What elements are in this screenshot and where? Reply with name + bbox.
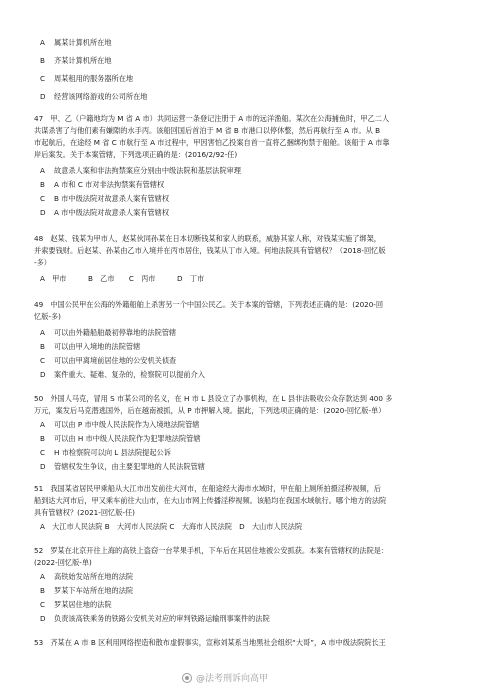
q47-option-c: C B 市中级法院对故意杀人案有管辖权 bbox=[40, 194, 170, 203]
q52-stem-line: (2022-回忆版-单) bbox=[34, 558, 92, 567]
q47-option-a: A 故意杀人案和非法拘禁案应分别由中级法院和基层法院审理 bbox=[40, 166, 241, 175]
weibo-icon bbox=[182, 673, 192, 683]
q52-option-a: A 高铁始发站所在地的法院 bbox=[40, 572, 134, 581]
q48-stem-line: -多） bbox=[34, 258, 51, 267]
q50-stem-line: 50 外国人马克，冒用 S 市某公司的名义，在 H 市 L 县设立了办事机构，在 L 县非法吸收公众存款达到 400 多 bbox=[34, 394, 393, 403]
q50-stem-line: 万元，案发后马克潜逃国外，后在越南被抓，从 P 市押解入境。据此，下列选项正确的是：(2020-回忆版-单） bbox=[34, 406, 386, 415]
q47-stem-line: 市起航后，在途经 M 省 C 市航行至 A 市过程中，甲因害怕乙投案自首一直将乙捆绑拘禁于船舱。该船于 A 市靠 bbox=[34, 138, 390, 147]
q47-stem-line: 共谋杀害了与他们素有嫌隙的水手丙。该船回国后首泊于 M 省 B 市港口以停休整，然后再航行至 A 市。从 B bbox=[34, 126, 381, 135]
q49-option-a: A 可以由外籍船舶最初停靠地的法院管辖 bbox=[40, 328, 177, 337]
q46-option-c: C 周某租用的服务器所在地 bbox=[40, 74, 134, 83]
q48-options: A 甲市 B 乙市 C 丙市 D 丁市 bbox=[40, 274, 205, 283]
q48-stem-line: 48 赵某、钱某为甲市人，赵某伙同孙某在日本切断钱某和家人的联系，威胁其家人称，对钱某实施了绑架， bbox=[34, 234, 381, 243]
q50-option-c: C H 市检察院可以向 L 县法院提起公诉 bbox=[40, 448, 171, 457]
q52-option-d: D 负责该高铁乘务的铁路公安机关对应的审判铁路运输刑事案件的法院 bbox=[40, 614, 270, 623]
q50-option-a: A 可以由 P 市中级人民法院作为入境地法院管辖 bbox=[40, 420, 200, 429]
q49-option-c: C 可以由甲离境前居住地的公安机关侦查 bbox=[40, 356, 177, 365]
q50-option-b: B 可以由 H 市中级人民法院作为犯罪地法院管辖 bbox=[40, 434, 201, 443]
q49-stem-line: 忆版-多) bbox=[34, 312, 61, 321]
q46-option-d: D 经营该网络游戏的公司所在地 bbox=[40, 92, 148, 101]
watermark-text: @法考刑诉向高甲 bbox=[196, 674, 269, 684]
q51-stem-line: 51 我国某省居民甲乘船从大江市出发前往大河市，在船途经大海市水域时，甲在船上厕所拍摄淫秽视频，后 bbox=[34, 484, 381, 493]
q49-stem-line: 49 中国公民甲在公海的外籍船舶上杀害另一个中国公民乙。关于本案的管辖，下列表述正确的是：(2020-回 bbox=[34, 300, 384, 309]
q52-stem-line: 52 罗某在北京开往上海的高铁上盗窃一台苹果手机，下车后在其居住地被公安抓获。本案有管辖权的法院是： bbox=[34, 546, 389, 555]
watermark bbox=[182, 671, 268, 684]
q51-stem-line: 船到达大河市后，甲又乘车前往大山市，在大山市网上传播淫秽视频。该船均在我国水域航行。哪个地方的法院 bbox=[34, 496, 387, 505]
q53-stem-line: 53 齐某在 A 市 B 区利用网络捏造和散布虚假事实，宣称刘某系当地黑社会组织“大哥”，A 市中级法院院长王 bbox=[34, 638, 386, 647]
q46-option-b: B 齐某计算机所在地 bbox=[40, 56, 112, 65]
q51-stem-line: 具有管辖权？(2021-回忆版-任) bbox=[34, 508, 135, 517]
q52-option-b: B 罗某下车站所在地的法院 bbox=[40, 586, 134, 595]
q46-option-a: A 属某计算机所在地 bbox=[40, 38, 112, 47]
q47-option-b: B A 市和 C 市对非法拘禁案有管辖权 bbox=[40, 180, 165, 189]
q49-option-b: B 可以由甲入境地的法院管辖 bbox=[40, 342, 141, 351]
q52-option-c: C 罗某居住地的法院 bbox=[40, 600, 112, 609]
q51-options: A 大江市人民法院 B 大河市人民法院 C 大海市人民法院 D 大山市人民法院 bbox=[40, 522, 303, 531]
q50-option-d: D 管辖权发生争议，由主要犯罪地的人民法院管辖 bbox=[40, 462, 205, 471]
q47-option-d: D A 市中级法院对故意杀人案有管辖权 bbox=[40, 208, 170, 217]
q48-stem-line: 并索要钱财。后赵某、孙某由乙市入境并在丙市居住，钱某从丁市入境。何地法院具有管辖权？（2018-回忆版 bbox=[34, 246, 386, 255]
q47-stem-line: 47 甲、乙（户籍地均为 M 省 A 市）共同运营一条登记注册于 A 市的远洋渔船。某次在公海捕鱼时，甲乙二人 bbox=[34, 114, 390, 123]
q49-option-d: D 案件重大、疑难、复杂的，检察院可以提前介入 bbox=[40, 370, 205, 379]
q47-stem-line: 岸后案发。关于本案管辖，下列选项正确的是：(2016/2/92-任) bbox=[34, 150, 238, 159]
